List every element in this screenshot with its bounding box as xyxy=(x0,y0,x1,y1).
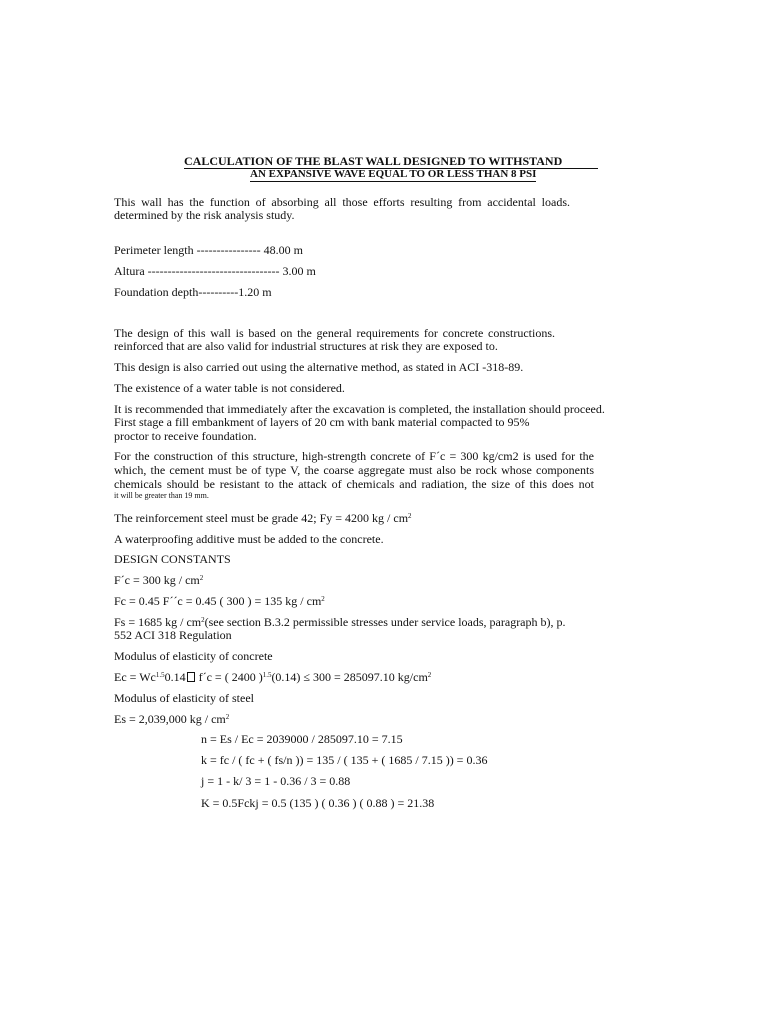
factor-j: j = 1 - k/ 3 = 1 - 0.36 / 3 = 0.88 xyxy=(201,774,351,788)
steel-modulus-label: Modulus of elasticity of steel xyxy=(114,691,254,705)
design-constants-heading: DESIGN CONSTANTS xyxy=(114,552,231,566)
concrete-spec-line-2: which, the cement must be of type V, the coarse aggregate must also be rock whose components xyxy=(114,463,594,477)
perimeter-length: Perimeter length ---------------- 48.00 m xyxy=(114,243,303,257)
concrete-modulus-label: Modulus of elasticity of concrete xyxy=(114,649,273,663)
concrete-spec-line-1: For the construction of this structure, high-strength concrete of F´c = 300 kg/cm2 is used for the xyxy=(114,449,594,463)
factor-k: k = fc / ( fc + ( fs/n )) = 135 / ( 135 + ( 1685 / 7.15 )) = 0.36 xyxy=(201,753,488,767)
fc-allowable: Fc = 0.45 F´´c = 0.45 ( 300 ) = 135 kg / $cm^2$ xyxy=(114,594,325,608)
design-basis-line-1: The design of this wall is based on the general requirements for concrete constructions. xyxy=(114,326,555,340)
wall-height: Altura --------------------------------- 3.00 m xyxy=(114,264,316,278)
title-line-2: AN EXPANSIVE WAVE EQUAL TO OR LESS THAN 8 PSI xyxy=(250,168,537,180)
excavation-line-3: proctor to receive foundation. xyxy=(114,429,257,443)
modular-ratio-n: n = Es / Ec = 2039000 / 285097.10 = 7.15 xyxy=(201,732,403,746)
excavation-line-1: It is recommended that immediately after the excavation is completed, the installation should proceed. xyxy=(114,402,605,416)
concrete-spec-line-4: it will be greater than 19 mm. xyxy=(114,491,209,500)
fs-allowable-line-2: 552 ACI 318 Regulation xyxy=(114,628,232,642)
reinforcement-steel: The reinforcement steel must be grade 42; Fy = 4200 kg / $cm^2$ xyxy=(114,511,412,525)
fc-prime: F´c = 300 kg / $cm^2$ xyxy=(114,573,204,587)
resistance-factor-K: K = 0.5Fckj = 0.5 (135 ) ( 0.36 ) ( 0.88 ) = 21.38 xyxy=(201,796,435,810)
water-table-note: The existence of a water table is not considered. xyxy=(114,381,345,395)
foundation-depth: Foundation depth----------1.20 m xyxy=(114,285,272,299)
title-line-1: CALCULATION OF THE BLAST WALL DESIGNED TO WITHSTAND xyxy=(184,154,598,169)
concrete-modulus-formula: $Ec = Wc^{1.5}0.14$ f´c = ( 2400 )$^{1.5}$(0.14) ≤ 300 = 285097.10 $kg/cm^2$ xyxy=(114,670,432,684)
concrete-spec-line-3: chemicals should be resistant to the attack of chemicals and radiation, the size of this does not xyxy=(114,477,594,491)
waterproofing-note: A waterproofing additive must be added to the concrete. xyxy=(114,532,384,546)
steel-modulus: Es = 2,039,000 kg / $cm^2$ xyxy=(114,712,230,726)
missing-glyph-icon xyxy=(187,672,195,682)
excavation-line-2: First stage a fill embankment of layers of 20 cm with bank material compacted to 95% xyxy=(114,415,530,429)
design-method: This design is also carried out using the alternative method, as stated in ACI -318-89. xyxy=(114,360,524,374)
design-basis-line-2: reinforced that are also valid for industrial structures at risk they are exposed to. xyxy=(114,339,498,353)
intro-line-1: This wall has the function of absorbing all those efforts resulting from accidental loads. xyxy=(114,195,570,209)
intro-line-2: determined by the risk analysis study. xyxy=(114,208,295,222)
fs-allowable-line-1: Fs = 1685 kg / $cm^2(see$ section B.3.2 permissible stresses under service loads, paragraph b), p. xyxy=(114,615,566,629)
